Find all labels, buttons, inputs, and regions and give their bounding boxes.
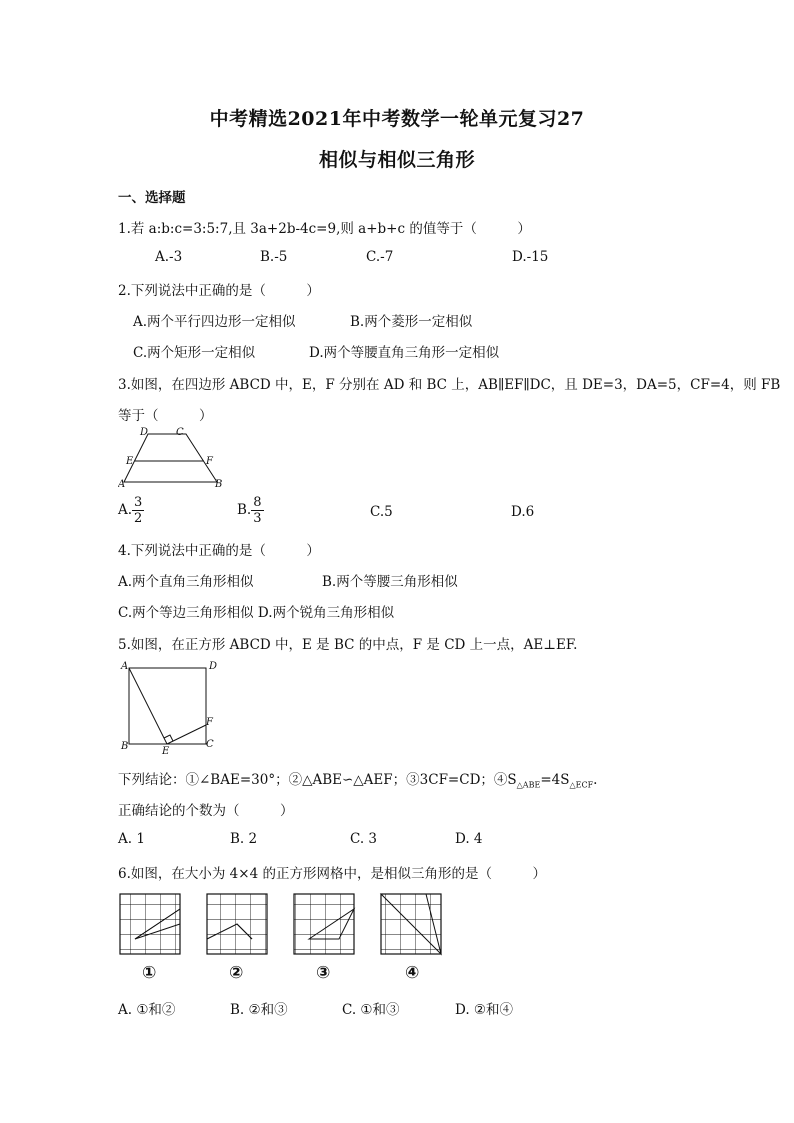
grid-label-1: ① [142,963,157,983]
question-3-option-b [237,495,264,526]
figure5-label-d: D [209,661,218,672]
section-heading: 一、选择题 [118,190,186,206]
grid-label-3: ③ [316,963,331,983]
question-5-conclusions [118,768,597,790]
question-4-option-b: B.两个等腰三角形相似 [322,574,458,590]
question-6-grid-figures [115,889,475,987]
option-a-prefix: A. [118,502,133,518]
question-1-stem: 1.若 a:b:c=3:5:7,且 3a+2b-4c=9,则 a+b+c 的值等于（ ） [118,221,531,237]
fraction-eight-thirds [251,495,263,526]
conclusion-end: . [593,772,598,788]
question-5-prompt: 正确结论的个数为（ ） [118,803,294,819]
grid-label-2: ② [229,963,244,983]
question-3-stem-line1: 3.如图，在四边形 ABCD 中，E，F 分别在 AD 和 BC 上，AB∥EF∥DC，且 DE=3，DA=5，CF=4，则 FB [118,377,781,393]
figure3-label-d: D [140,427,149,438]
question-1-option-c: C.-7 [366,249,394,265]
question-3-option-d: D.6 [511,504,535,520]
grid-label-4: ④ [405,963,420,983]
question-4-stem: 4.下列说法中正确的是（ ） [118,543,320,559]
question-5-option-d: D. 4 [455,831,483,847]
figure3-label-e: E [126,456,134,467]
question-2-option-d: D.两个等腰直角三角形一定相似 [309,345,500,361]
figure5-label-b: B [121,741,129,752]
document-title-line2: 相似与相似三角形 [318,149,475,171]
question-1-option-a: A.-3 [155,249,183,265]
question-6-stem: 6.如图，在大小为 4×4 的正方形网格中，是相似三角形的是（ ） [118,866,546,882]
question-5-option-c: C. 3 [350,831,378,847]
question-4-option-a: A.两个直角三角形相似 [118,574,254,590]
question-5-square-figure [118,658,222,754]
conclusion-main: 下列结论：①∠BAE=30°；②△ABE∽△AEF；③3CF=CD；④S [118,772,517,788]
figure3-label-f: F [206,456,213,467]
question-2-option-a: A.两个平行四边形一定相似 [133,314,296,330]
question-5-option-b: B. 2 [230,831,258,847]
grid-1 [120,894,180,954]
figure5-label-f: F [206,717,213,728]
grid-3 [294,894,354,954]
conclusion-subscript-1: △ABE [516,780,541,790]
question-1-option-d: D.-15 [512,249,549,265]
question-1-option-b: B.-5 [260,249,288,265]
question-3-option-a [118,495,144,526]
figure3-label-b: B [215,479,223,488]
question-3-trapezoid-figure [118,424,228,488]
option-b-prefix: B. [237,502,252,518]
conclusion-mid: =4S [540,772,570,788]
question-4-option-cd: C.两个等边三角形相似 D.两个锐角三角形相似 [118,605,395,621]
fraction-numerator: 3 [134,495,143,510]
figure3-label-c: C [176,427,184,438]
question-2-stem: 2.下列说法中正确的是（ ） [118,283,320,299]
grid-4 [381,894,441,954]
figure5-label-a: A [121,661,129,672]
fraction-numerator: 8 [253,495,262,510]
fraction-denominator: 2 [134,511,143,526]
question-6-option-c: C. ①和③ [342,1002,400,1018]
figure5-label-c: C [206,739,214,750]
question-3-option-c: C.5 [370,504,393,520]
question-2-option-c: C.两个矩形一定相似 [133,345,256,361]
question-5-option-a: A. 1 [118,831,145,847]
question-6-option-d: D. ②和④ [455,1002,514,1018]
question-6-option-b: B. ②和③ [230,1002,288,1018]
grid-2 [207,894,267,954]
question-3-stem-line2: 等于（ ） [118,408,213,424]
question-2-option-b: B.两个菱形一定相似 [350,314,473,330]
conclusion-subscript-2: △ECF [569,780,594,790]
figure5-label-e: E [162,746,170,754]
fraction-denominator: 3 [253,511,262,526]
document-title-line1: 中考精选2021年中考数学一轮单元复习27 [209,108,585,130]
question-5-stem: 5.如图，在正方形 ABCD 中，E 是 BC 的中点，F 是 CD 上一点，AE⊥EF. [118,637,578,653]
question-6-option-a: A. ①和② [118,1002,176,1018]
figure3-label-a: A [118,479,126,488]
fraction-three-halves [132,495,144,526]
